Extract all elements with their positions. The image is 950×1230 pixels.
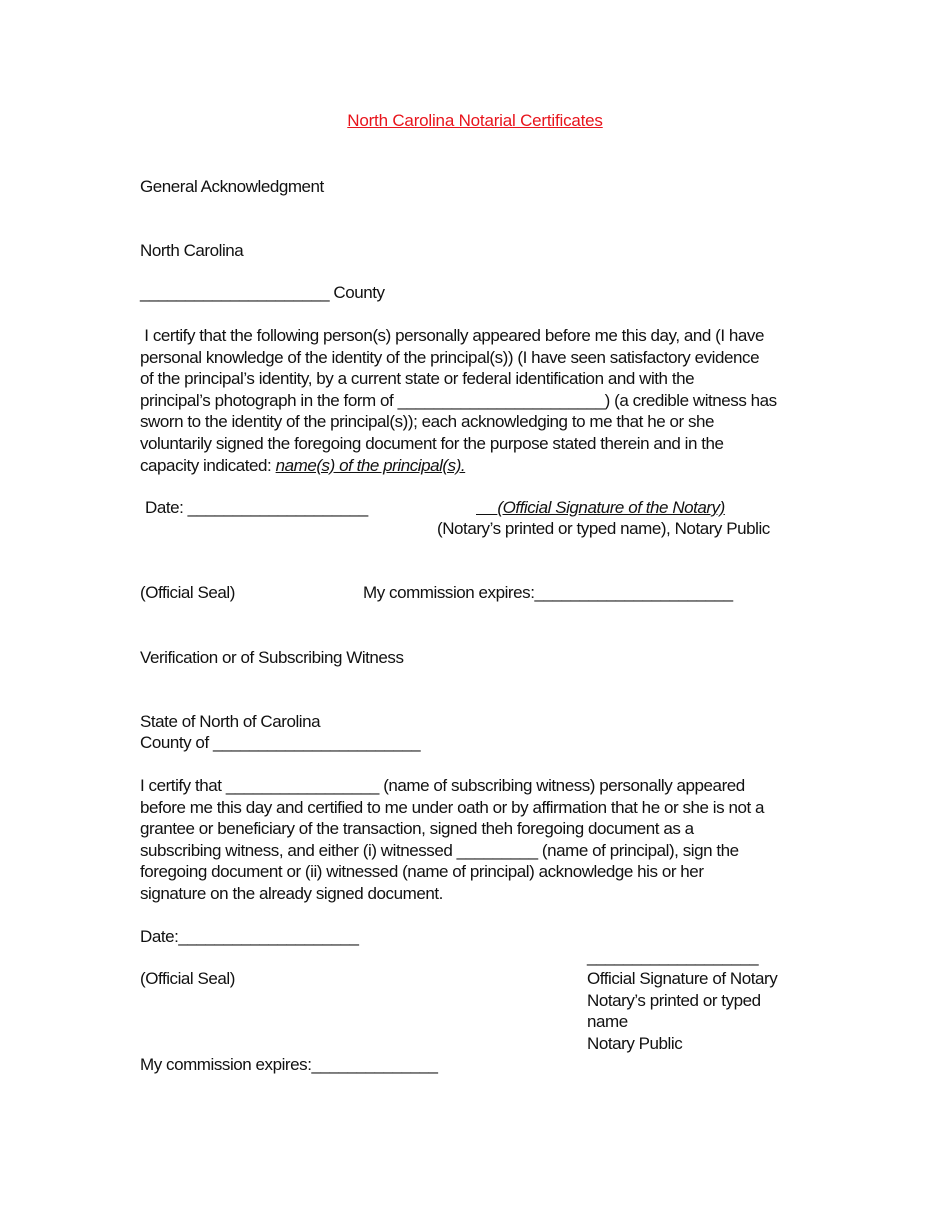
verification-county-line: County of _______________________: [140, 733, 421, 752]
acknowledgment-state: North Carolina: [140, 241, 244, 260]
principal-name-placeholder: name(s) of the principal(s).: [275, 455, 466, 475]
verification-certificate-text: [140, 775, 812, 905]
acknowledgment-commission-expires: My commission expires:______________________: [363, 583, 733, 602]
body-line: sworn to the identity of the principal(s)); each acknowledging to me that he or she: [140, 412, 715, 432]
notary-signature-label: (Official Signature of the Notary): [497, 498, 725, 517]
body-line: subscribing witness, and either (i) witnessed _________ (name of principal), sign the: [140, 840, 739, 860]
notary-signature-line: [476, 497, 725, 519]
signature-block-line: Notary’s printed or typed: [587, 990, 761, 1010]
body-line: before me this day and certified to me under oath or by affirmation that he or she is not a: [140, 797, 765, 817]
acknowledgment-date-line: Date: ____________________: [145, 498, 368, 517]
capacity-line: [140, 455, 812, 477]
acknowledgment-certificate-text: [140, 325, 812, 476]
verification-heading: Verification or of Subscribing Witness: [140, 648, 404, 667]
acknowledgment-county-line: _____________________ County: [140, 283, 385, 302]
signature-block-line: name: [587, 1012, 628, 1032]
verification-state-line: State of North of Carolina: [140, 712, 321, 731]
notary-printed-name-line: (Notary’s printed or typed name), Notary Public: [437, 519, 770, 538]
signature-blank: [476, 498, 497, 517]
capacity-prefix: capacity indicated:: [140, 455, 276, 475]
signature-block-line: Official Signature of Notary: [587, 969, 778, 988]
verification-signature-block: [587, 968, 777, 1054]
verification-official-seal: (Official Seal): [140, 969, 235, 988]
acknowledgment-official-seal: (Official Seal): [140, 583, 235, 602]
body-line: foregoing document or (ii) witnessed (name of principal) acknowledge his or her: [140, 862, 704, 882]
body-line: I certify that _________________ (name of subscribing witness) personally appeared: [140, 776, 745, 795]
body-line: of the principal’s identity, by a current state or federal identification and with the: [140, 369, 695, 389]
body-line: signature on the already signed document.: [140, 883, 443, 903]
verification-commission-expires: My commission expires:______________: [140, 1055, 438, 1074]
body-line: I certify that the following person(s) personally appeared before me this day, and (I have: [140, 326, 764, 345]
body-line: personal knowledge of the identity of the principal(s)) (I have seen satisfactory evidence: [140, 347, 760, 367]
body-line: grantee or beneficiary of the transaction, signed theh foregoing document as a: [140, 819, 694, 839]
verification-date-line: Date:____________________: [140, 927, 359, 946]
acknowledgment-heading: General Acknowledgment: [140, 177, 324, 196]
verification-signature-blank: ___________________: [587, 947, 759, 966]
signature-block-line: Notary Public: [587, 1033, 683, 1053]
body-line: principal’s photograph in the form of _______________________) (a credible witness has: [140, 390, 777, 410]
document-title: North Carolina Notarial Certificates: [347, 111, 603, 130]
body-line: voluntarily signed the foregoing document for the purpose stated therein and in the: [140, 433, 724, 453]
